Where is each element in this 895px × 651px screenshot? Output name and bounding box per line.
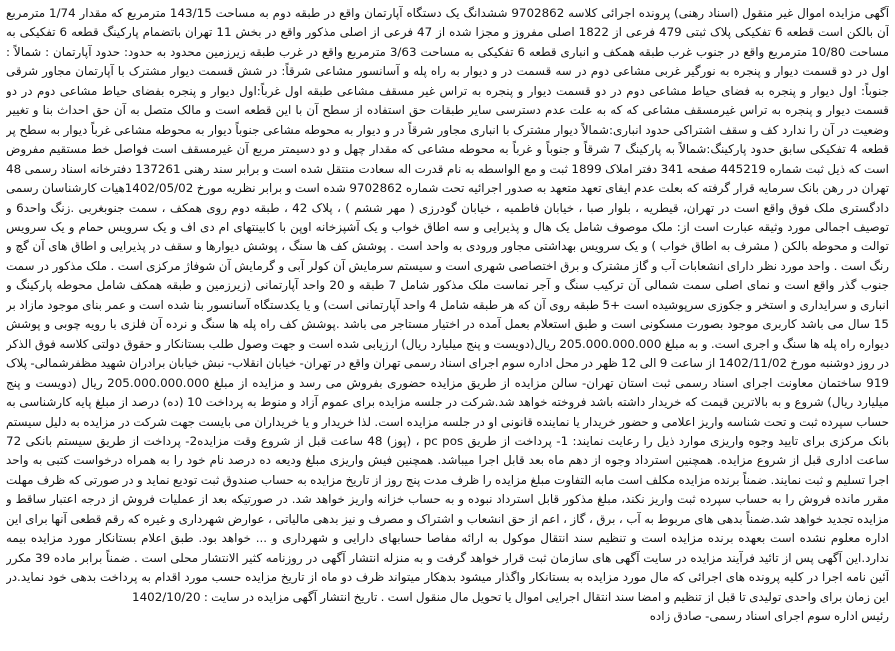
auction-notice-document — [6, 4, 889, 647]
notice-signature: رئیس اداره سوم اجرای اسناد رسمی- صادق زاده — [649, 609, 889, 624]
notice-body: آگهی مزایده اموال غیر منقول (اسناد رهنی) پرونده اجرائی کلاسه 9702862 ششدانگ یک دستگاه آپارتمان واقع در طبقه دوم به مساحت 143/15 مترمربع که مقدار 1/74 مترمربع آن بالکن است قطعه 6 تفکیکی پلاک ثبتی 479 فرعی از 1822 اصلی مفروز و مجزا شده از 47 فرعی از اصلی مذکور واقع در بخش 11 تهران باتضمام پارکینگ قطعه 6 تفکیکی به مساحت 10/80 مترمربع واقع در جنوب غرب طبقه همکف و انباری قطعه 6 تفکیکی به مساحت 3/63 مترمربع واقع در غرب طبقه زیرزمین محدود به حدود: حدود آپارتمان : شمالاً : اول در دو قسمت دیوار و پنجره به نورگیر غربی مشاعی دوم در سه قسمت در و دیوار به راه پله و آسانسور مشاعی شرقاً: در شش قسمت دیوار مشترک با آپارتمان مجاور شرقی جنوباً: اول دیوار و پنجره به فضای حیاط مشاعی دوم در دو قسمت دیوار و پنجره به تراس غیر مسقف مشاعی طبقه اول غرباً:اول دیوار و پنجره بفضای حیاط مشاعی دوم در دو قسمت دیوار و پنجره به تراس غیرمسقف مشاعی که که به علت عدم دسترسی سایر طبقات حق استفاده از سطح آن با این قطعه است و مالک متصل به آن حق احداث بنا و تغییر وضعیت در آن را ندارد کف و سقف اشتراکی حدود انباری:شمالاً دیوار مشترک با انباری مجاور شرقاً در و دیوار به محوطه مشاعی جنوباً دیوار به محوطه مشاعی غرباً دیوار به سطح پر قطعه 4 تفکیکی سابق حدود پارکینگ:شمالاً به پارکینگ 7 شرقاً و جنوباً و غرباً به محوطه مشاعی که مقدار چهل و دو دسیمتر مربع آن غیرمسقف است فواصل خط مستقیم مفروض است که ذیل ثبت شماره 445219 صفحه 341 دفتر املاک 1899 ثبت و مع الواسطه به نام قدرت اله سعادت منتقل شده است و برابر سند رهنی 137261 دفترخانه اسناد رسمی 48 تهران در رهن بانک سرمایه قرار گرفته که بعلت عدم ایفای تعهد متعهد به صدور اجرائیه تحت شماره 9702862 شده است و برابر نظریه مورخ 1402/05/02هیات کارشناسان رسمی دادگستری ملک فوق واقع است در تهران، قیطریه ، بلوار صبا ، خیابان فاطمیه ، خیابان گودرزی ( مهر ششم ) ، پلاک 42 ، طبقه دوم روی همکف ، سمت جنوبغربی .زنگ واحد6 و توصیف اجمالی مورد وثیقه عبارت است از: ملک موصوف شامل یک هال و پذیرایی و سه اطاق خواب و یک آشپزخانه اوپن با کابینتهای ام دی اف و یک سرویس حمام و یک سرویس توالت و محوطه بالکن ( مشرف به اطاق خواب ) و یک سرویس بهداشتی مجاور ورودی به واحد است . پوشش کف ها سنگ ، پوشش دیوارها و سقف در پذیرایی و اطاق های آن گچ و رنگ است . واحد مورد نظر دارای انشعابات آب و گاز مشترک و برق اختصاصی شهری است و سیستم سرمایش آن کولر آبی و گرمایش آن شوفاژ مرکزی است . ملک مذکور در سمت جنوب گذر واقع است و نمای اصلی سمت شمالی آن ترکیب سنگ و آجر نماست ملک مذکور شامل 7 طبقه و 20 واحد آپارتمانی (زیرزمین و طبقه همکف شامل محوطه پارکینگ و انباری و سرایداری و استخر و جکوزی سرپوشیده است +5 طبقه روی آن که هر طبقه شامل 4 واحد آپارتمانی است) و یا یکدستگاه آسانسور بنا شده است و عمر بنای موجود مازاد بر 15 سال می باشد کاربری موجود بصورت مسکونی است و طبق استعلام بعمل آمده در اختیار مستاجر می باشد .پوشش کف راه پله ها سنگ و نرده آن فلزی با رویه چوبی و پوشش دیواره راه پله ها سنگ و اجری است. و به مبلغ 205.000.000.000 ریال(دویست و پنج میلیارد ریال) ارزیابی شده است و جهت وصول طلب بستانکار و حقوق دولتی کلاسه فوق الذکر در روز دوشنبه مورخ 1402/11/02 از ساعت 9 الی 12 ظهر در محل اداره سوم اجرای اسناد رسمی تهران واقع در تهران- خیابان انقلاب- نبش خیابان برادران شهید مظفرشمالی- پلاک 919 ساختمان معاونت اجرای اسناد رسمی ثبت استان تهران- سالن مزایده از طریق مزایده حضوری بفروش می رسد و مزایده از مبلغ 205.000.000.000 ریال (دویست و پنج میلیارد ریال) شروع و به بالاترین قیمت که خریدار داشته باشد فروخته خواهد شد.شرکت در جلسه مزایده برای عموم آزاد و منوط به پرداخت 10 (ده) درصد از مبلغ پایه کارشناسی به حساب سپرده ثبت و تحت شناسه واریز اعلامی و حضور خریدار یا نماینده قانونی او در جلسه مزایده است. لذا خریدار و یا خریداران می بایست جهت شرکت در مزایده به دلیل سیستم بانک مرکزی برای تایید وجوه واریزی موارد ذیل را رعایت نمایند: 1- پرداخت از طریق pc pos ، (پوز) 48 ساعت قبل از شروع وقت مزایده2- پرداخت از طریق سیستم بانکی 72 ساعت اداری قبل از شروع مزایده. همچنین استرداد وجوه از دهم ماه بعد قابل اجرا میباشد. همچنین فیش واریزی مبلغ ودیعه ده درصد نام خود را به همراه درخواست کتبی به واحد اجرا تسلیم و ثبت نمایند. ضمناً برنده مزایده مکلف است مابه التفاوت مبلغ مزایده را ظرف مدت پنج روز از تاریخ مزایده به حساب صندوق ثبت تودیع نماید و در صورتی که ظرف مهلت مقرر مانده فروش را به حساب سپرده ثبت واریز نکند، مبلغ مذکور قابل استرداد نبوده و به حساب خزانه واریز خواهد شد. در صورتیکه بعد از عملیات فروش از درجه اعتبار ساقط و مزایده تجدید خواهد شد.ضمناً بدهی های مربوط به آب ، برق ، گاز ، اعم از حق انشعاب و اشتراک و مصرف و نیز بدهی مالیاتی ، عوارض شهرداری و غیره که رقم قطعی آنها برای این اداره معلوم نشده است بعهده برنده مزایده است و تنظیم سند انتقال موکول به ارائه مفاصا حسابهای دارایی و شهرداری و ... خواهد بود. طبق اعلام بستانکار مورد مزایده بیمه ندارد.این آگهی پس از تائید فرآیند مزایده در سایت آگهی های سازمان ثبت قرار خواهد گرفت و به منزله انتشار آگهی در روزنامه کثیر الانتشار محلی است . ضمناً برابر ماده 39 مکرر آئین نامه اجرا در کلیه پرونده های اجرائی که مال مورد مزایده به بستانکار واگذار میشود بدهکار میتواند ظرف دو ماه از تاریخ مزایده حسب مورد اقدام به پرداخت بدهی خود نماید.در این زمان برای واحدی تولیدی تا قبل از تنظیم و امضا سند انتقال اجرایی اموال یا تحویل مال منقول است . تاریخ انتشار آگهی مزایده در سایت : 1402/10/20 — [6, 6, 889, 604]
